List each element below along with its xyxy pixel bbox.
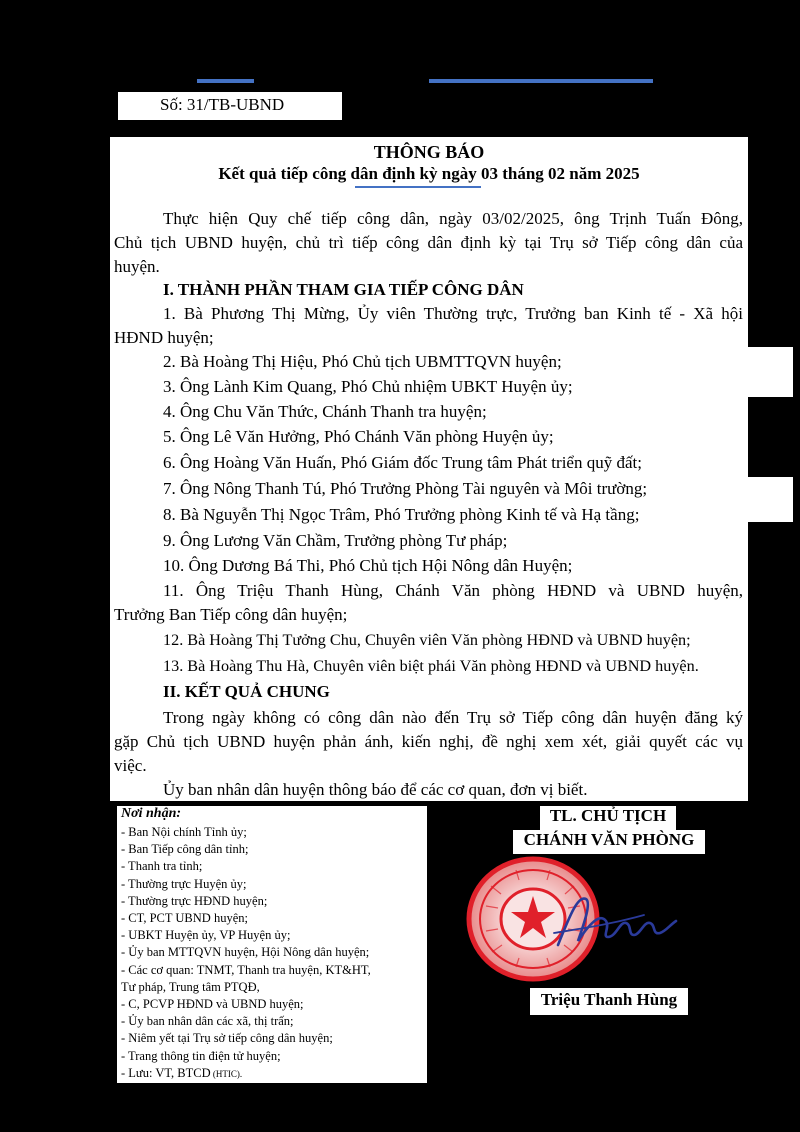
document-subtitle: Kết quả tiếp công dân định kỳ ngày 03 tháng 02 năm 2025 bbox=[218, 164, 640, 183]
recipient-item bbox=[121, 893, 371, 910]
recipients-label: Nơi nhận: bbox=[121, 806, 182, 821]
intro-line-3: huyện. bbox=[114, 257, 160, 276]
participant-8: 8. Bà Nguyễn Thị Ngọc Trâm, Phó Trưởng phòng Kinh tế và Hạ tầng; bbox=[163, 505, 640, 524]
recipient-text: - Lưu: VT, BTCD bbox=[121, 1065, 211, 1080]
participant-6: 6. Ông Hoàng Văn Huấn, Phó Giám đốc Trung tâm Phát triển quỹ đất; bbox=[163, 453, 642, 472]
recipient-item bbox=[121, 1048, 371, 1065]
section1-heading: I. THÀNH PHẦN THAM GIA TIẾP CÔNG DÂN bbox=[163, 280, 524, 299]
recipient-text: - Ủy ban MTTQVN huyện, Hội Nông dân huyện; bbox=[121, 945, 370, 960]
recipients-list bbox=[121, 824, 371, 1083]
recipient-text: - Thanh tra tỉnh; bbox=[121, 859, 203, 874]
recipient-item bbox=[121, 876, 371, 893]
intro-line-2: Chủ tịch UBND huyện, chủ trì tiếp công dân định kỳ tại Trụ sở Tiếp công dân của bbox=[114, 233, 743, 252]
recipient-text: - C, PCVP HĐND và UBND huyện; bbox=[121, 997, 304, 1012]
participant-5: 5. Ông Lê Văn Hưởng, Phó Chánh Văn phòng Huyện ủy; bbox=[163, 427, 554, 446]
recipient-item bbox=[121, 996, 371, 1013]
section2-heading: II. KẾT QUẢ CHUNG bbox=[163, 682, 330, 701]
participant-13: 13. Bà Hoàng Thu Hà, Chuyên viên biệt phái Văn phòng HĐND và UBND huyện. bbox=[163, 657, 699, 675]
recipient-item bbox=[121, 979, 371, 996]
participant-9: 9. Ông Lương Văn Chầm, Trưởng phòng Tư pháp; bbox=[163, 531, 508, 550]
subtitle-underline bbox=[355, 186, 481, 188]
participant-10: 10. Ông Dương Bá Thi, Phó Chủ tịch Hội Nông dân Huyện; bbox=[163, 556, 573, 575]
document-title: THÔNG BÁO bbox=[373, 142, 485, 162]
signature-title-1: TL. CHỦ TỊCH bbox=[549, 806, 667, 825]
closing-sentence: Ủy ban nhân dân huyện thông báo để các cơ quan, đơn vị biết. bbox=[163, 780, 588, 799]
participant-12: 12. Bà Hoàng Thị Tưởng Chu, Chuyên viên Văn phòng HĐND và UBND huyện; bbox=[163, 631, 691, 649]
signer-name: Triệu Thanh Hùng bbox=[540, 990, 678, 1009]
recipient-item bbox=[121, 927, 371, 944]
participant-4: 4. Ông Chu Văn Thức, Chánh Thanh tra huyện; bbox=[163, 402, 487, 421]
participant-3: 3. Ông Lành Kim Quang, Phó Chủ nhiệm UBKT Huyện ủy; bbox=[163, 377, 573, 396]
recipient-item bbox=[121, 910, 371, 927]
recipient-item bbox=[121, 841, 371, 858]
recipient-item bbox=[121, 858, 371, 875]
participant-7: 7. Ông Nông Thanh Tú, Phó Trưởng Phòng Tài nguyên và Môi trường; bbox=[163, 479, 648, 498]
recipient-text: - Ban Nội chính Tỉnh ủy; bbox=[121, 825, 247, 839]
doc-number: Số: 31/TB-UBND bbox=[160, 95, 285, 114]
recipient-text: - UBKT Huyện ủy, VP Huyện ủy; bbox=[121, 928, 291, 943]
recipient-item bbox=[121, 944, 371, 961]
signature-title-2: CHÁNH VĂN PHÒNG bbox=[523, 830, 695, 849]
main-content-ext-2 bbox=[740, 477, 793, 522]
result-line-3: việc. bbox=[114, 756, 147, 775]
participant-2: 2. Bà Hoàng Thị Hiệu, Phó Chủ tịch UBMTTQVN huyện; bbox=[163, 352, 562, 371]
recipient-text: - Các cơ quan: TNMT, Thanh tra huyện, KT&HT, bbox=[121, 962, 371, 977]
intro-line-1: Thực hiện Quy chế tiếp công dân, ngày 03/02/2025, ông Trịnh Tuấn Đông, bbox=[163, 209, 743, 228]
recipient-item bbox=[121, 824, 371, 841]
recipient-text: - Thường trực HĐND huyện; bbox=[121, 893, 268, 908]
main-content-ext-1 bbox=[740, 347, 793, 397]
recipient-text: - Ban Tiếp công dân tỉnh; bbox=[121, 842, 249, 857]
participant-1-line-1: 1. Bà Phương Thị Mừng, Ủy viên Thường trực, Trưởng ban Kinh tế - Xã hội bbox=[163, 304, 743, 323]
recipient-text: Tư pháp, Trung tâm PTQĐ, bbox=[121, 979, 260, 994]
result-line-1: Trong ngày không có công dân nào đến Trụ sở Tiếp công dân huyện đăng ký bbox=[163, 708, 743, 727]
participant-11-line-1: 11. Ông Triệu Thanh Hùng, Chánh Văn phòng HĐND và UBND huyện, bbox=[163, 581, 743, 600]
recipient-text: - Niêm yết tại Trụ sở tiếp công dân huyện; bbox=[121, 1031, 333, 1046]
participant-11-line-2: Trưởng Ban Tiếp công dân huyện; bbox=[114, 605, 348, 624]
recipient-text: - Ủy ban nhân dân các xã, thị trấn; bbox=[121, 1014, 294, 1029]
recipient-archive-suffix: (HTIC). bbox=[210, 1068, 243, 1079]
header-line-left bbox=[197, 79, 254, 83]
recipient-text: - Thường trực Huyện ủy; bbox=[121, 876, 247, 891]
recipient-item bbox=[121, 962, 371, 979]
recipient-text: - Trang thông tin điện tử huyện; bbox=[121, 1048, 281, 1063]
handwritten-signature bbox=[548, 885, 680, 960]
recipient-item bbox=[121, 1065, 371, 1083]
recipient-text: - CT, PCT UBND huyện; bbox=[121, 911, 248, 926]
recipient-item bbox=[121, 1030, 371, 1047]
result-line-2: gặp Chủ tịch UBND huyện phản ánh, kiến nghị, đề nghị xem xét, giải quyết các vụ bbox=[114, 732, 743, 751]
recipient-item bbox=[121, 1013, 371, 1030]
header-line-right bbox=[429, 79, 653, 83]
participant-1-line-2: HĐND huyện; bbox=[114, 328, 214, 347]
